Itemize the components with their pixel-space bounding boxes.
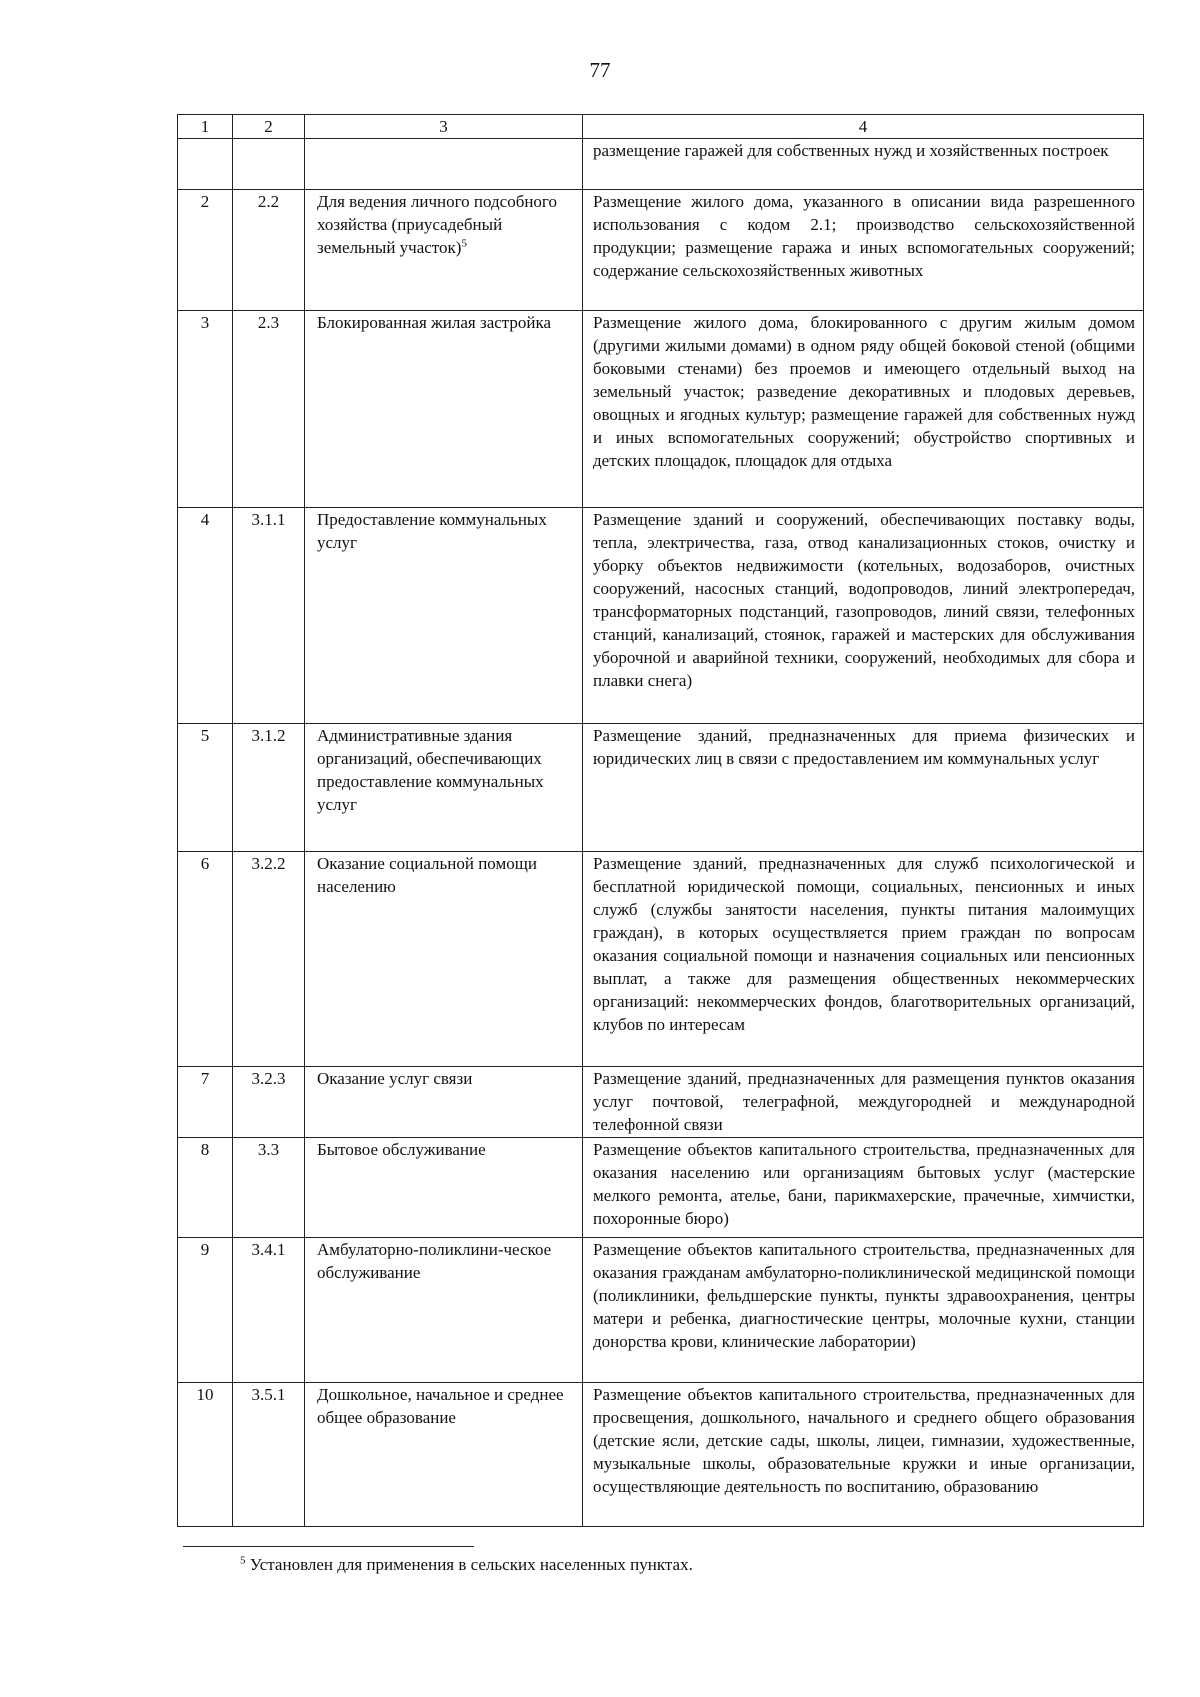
use-description: Размещение жилого дома, указанного в описании вида разрешенного использования с кодом 2.1; производство сельскохозяйственной продукции; размещение гаража и иных вспомогательных сооружений; содержание сельскохозяйственных животных (583, 190, 1144, 311)
use-code (233, 139, 305, 190)
column-header: 2 (233, 115, 305, 139)
use-description: Размещение объектов капитального строительства, предназначенных для просвещения, дошкольного, начального и среднего общего образования (детские ясли, детские сады, школы, лицеи, гимназии, художественные, музыкальные школы, образовательные кружки и иные организации, осуществляющие деятельность по воспитанию, образованию (583, 1383, 1144, 1527)
row-number: 8 (178, 1138, 233, 1238)
row-number: 9 (178, 1238, 233, 1383)
use-description: Размещение зданий, предназначенных для размещения пунктов оказания услуг почтовой, телеграфной, междугородней и международной телефонной связи (583, 1067, 1144, 1138)
use-description: Размещение зданий, предназначенных для служб психологической и бесплатной юридической помощи, социальных, пенсионных и иных служб (службы занятости населения, пункты питания малоимущих граждан), в которых осуществляется прием граждан по вопросам оказания социальной помощи и назначения социальных или пенсионных выплат, а также для размещения общественных некоммерческих организаций: некоммерческих фондов, благотворительных организаций, клубов по интересам (583, 852, 1144, 1067)
use-description: Размещение объектов капитального строительства, предназначенных для оказания населению или организациям бытовых услуг (мастерские мелкого ремонта, ателье, бани, парикмахерские, прачечные, химчистки, похоронные бюро) (583, 1138, 1144, 1238)
land-use-table (177, 114, 1144, 1527)
use-name: Административные здания организаций, обеспечивающих предоставление коммунальных услуг (305, 724, 583, 852)
column-header: 1 (178, 115, 233, 139)
table-row (178, 508, 1144, 724)
use-name: Амбулаторно-поликлини-ческое обслуживание (305, 1238, 583, 1383)
table-row (178, 1238, 1144, 1383)
use-code: 2.2 (233, 190, 305, 311)
table-row (178, 852, 1144, 1067)
row-number (178, 139, 233, 190)
table-row (178, 311, 1144, 508)
table-row (178, 1383, 1144, 1527)
column-header: 4 (583, 115, 1144, 139)
use-code: 3.4.1 (233, 1238, 305, 1383)
use-name: Бытовое обслуживание (305, 1138, 583, 1238)
use-description: Размещение зданий и сооружений, обеспечивающих поставку воды, тепла, электричества, газа, отвод канализационных стоков, очистку и уборку объектов недвижимости (котельных, водозаборов, очистных сооружений, насосных станций, водопроводов, линий электропередач, трансформаторных подстанций, газопроводов, линий связи, телефонных станций, канализаций, стоянок, гаражей и мастерских для обслуживания уборочной и аварийной техники, сооружений, необходимых для сбора и плавки снега) (583, 508, 1144, 724)
table-row (178, 1067, 1144, 1138)
use-name: Для ведения личного подсобного хозяйства (приусадебный земельный участок) (317, 192, 557, 257)
row-number: 7 (178, 1067, 233, 1138)
use-name-cell (305, 190, 583, 311)
use-description: Размещение зданий, предназначенных для приема физических и юридических лиц в связи с предоставлением им коммунальных услуг (583, 724, 1144, 852)
table-row (178, 1138, 1144, 1238)
use-name: Предоставление коммунальных услуг (305, 508, 583, 724)
table-row (178, 139, 1144, 190)
table-header-row (178, 115, 1144, 139)
use-code: 2.3 (233, 311, 305, 508)
use-description: размещение гаражей для собственных нужд и хозяйственных построек (583, 139, 1144, 190)
footnote-mark: 5 (240, 1554, 246, 1567)
table-row (178, 190, 1144, 311)
footnote (240, 1555, 693, 1575)
row-number: 4 (178, 508, 233, 724)
use-code: 3.3 (233, 1138, 305, 1238)
row-number: 10 (178, 1383, 233, 1527)
use-name: Оказание услуг связи (305, 1067, 583, 1138)
footnote-divider (183, 1546, 474, 1547)
use-name: Блокированная жилая застройка (305, 311, 583, 508)
use-name: Дошкольное, начальное и среднее общее образование (305, 1383, 583, 1527)
use-code: 3.1.1 (233, 508, 305, 724)
use-code: 3.2.3 (233, 1067, 305, 1138)
table-row (178, 724, 1144, 852)
page-number: 77 (589, 58, 611, 82)
footnote-text: Установлен для применения в сельских населенных пунктах. (249, 1555, 693, 1574)
use-description: Размещение объектов капитального строительства, предназначенных для оказания гражданам амбулаторно-поликлинической медицинской помощи (поликлиники, фельдшерские пункты, пункты здравоохранения, центры матери и ребенка, диагностические центры, молочные кухни, станции донорства крови, клинические лаборатории) (583, 1238, 1144, 1383)
row-number: 3 (178, 311, 233, 508)
use-code: 3.2.2 (233, 852, 305, 1067)
row-number: 5 (178, 724, 233, 852)
use-code: 3.5.1 (233, 1383, 305, 1527)
footnote-reference: 5 (461, 237, 467, 250)
use-code: 3.1.2 (233, 724, 305, 852)
column-header: 3 (305, 115, 583, 139)
use-description: Размещение жилого дома, блокированного с другим жилым домом (другими жилыми домами) в одном ряду общей боковой стеной (общими боковыми стенами) без проемов и имеющего отдельный выход на земельный участок; разведение декоративных и плодовых деревьев, овощных и ягодных культур; размещение гаражей для собственных нужд и иных вспомогательных сооружений; обустройство спортивных и детских площадок, площадок для отдыха (583, 311, 1144, 508)
row-number: 2 (178, 190, 233, 311)
row-number: 6 (178, 852, 233, 1067)
use-name (305, 139, 583, 190)
use-name: Оказание социальной помощи населению (305, 852, 583, 1067)
